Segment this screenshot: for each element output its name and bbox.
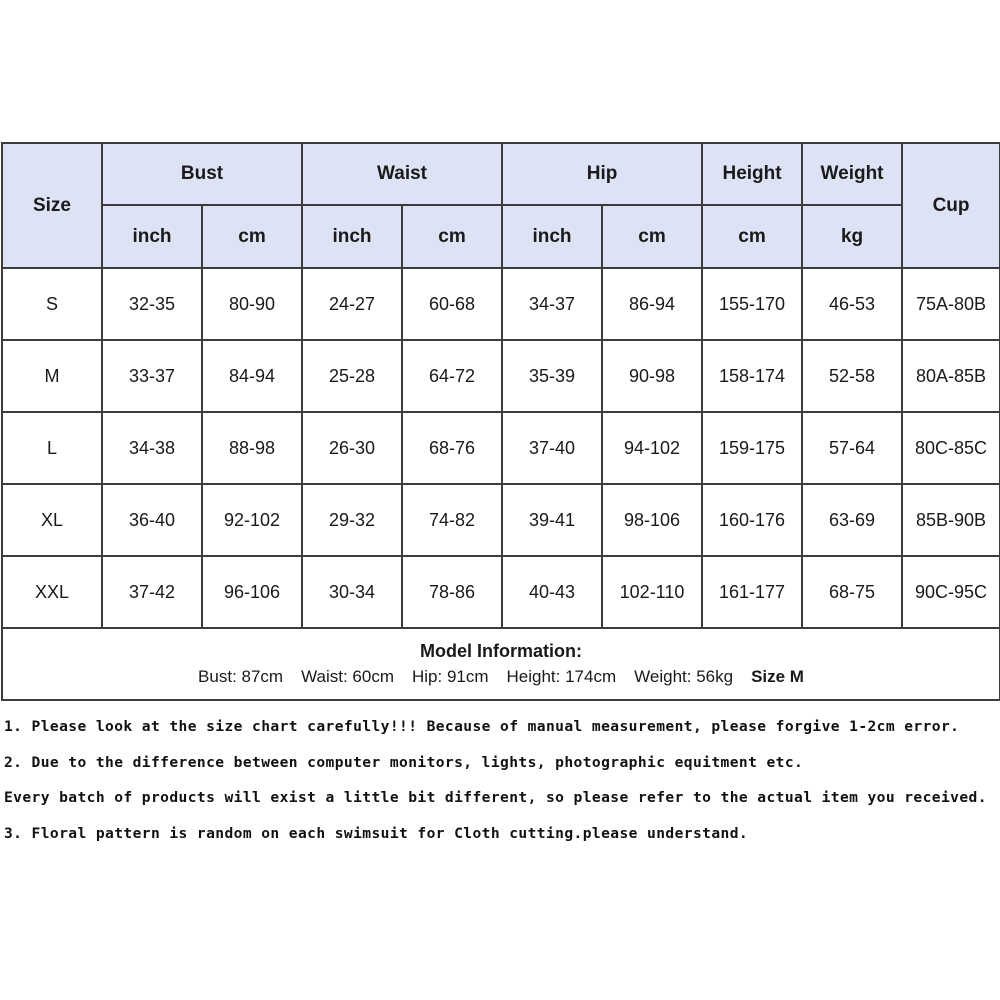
cell-height-cm: 155-170 (702, 268, 802, 340)
unit-waist-cm: cm (402, 205, 502, 268)
cell-bust-inch: 34-38 (102, 412, 202, 484)
model-hip: Hip: 91cm (411, 667, 489, 686)
note-1: 1. Please look at the size chart carefully!!! Because of manual measurement, please forgive 1-2cm error. (4, 718, 960, 735)
cell-size: S (2, 268, 102, 340)
cell-height-cm: 158-174 (702, 340, 802, 412)
table-row (2, 268, 1000, 340)
size-chart-table (1, 142, 1000, 701)
cell-cup: 80C-85C (902, 412, 1000, 484)
cell-weight-kg: 63-69 (802, 484, 902, 556)
cell-cup: 90C-95C (902, 556, 1000, 628)
table-row (2, 556, 1000, 628)
cell-waist-inch: 26-30 (302, 412, 402, 484)
notes-section (4, 712, 998, 854)
cell-bust-cm: 84-94 (202, 340, 302, 412)
model-size: Size M (751, 667, 804, 686)
model-measurements (3, 664, 999, 689)
cell-waist-cm: 78-86 (402, 556, 502, 628)
cell-hip-cm: 90-98 (602, 340, 702, 412)
cell-hip-inch: 35-39 (502, 340, 602, 412)
cell-bust-cm: 88-98 (202, 412, 302, 484)
cell-height-cm: 161-177 (702, 556, 802, 628)
cell-bust-inch: 33-37 (102, 340, 202, 412)
cell-hip-cm: 98-106 (602, 484, 702, 556)
cell-weight-kg: 57-64 (802, 412, 902, 484)
cell-bust-inch: 36-40 (102, 484, 202, 556)
unit-bust-cm: cm (202, 205, 302, 268)
unit-bust-inch: inch (102, 205, 202, 268)
cell-hip-cm: 86-94 (602, 268, 702, 340)
cell-weight-kg: 52-58 (802, 340, 902, 412)
cell-weight-kg: 68-75 (802, 556, 902, 628)
table-row (2, 412, 1000, 484)
cell-cup: 85B-90B (902, 484, 1000, 556)
cell-waist-cm: 64-72 (402, 340, 502, 412)
cell-bust-inch: 37-42 (102, 556, 202, 628)
model-bust: Bust: 87cm (198, 667, 284, 686)
unit-hip-cm: cm (602, 205, 702, 268)
model-height: Height: 174cm (506, 667, 617, 686)
note-2-continued: Every batch of products will exist a little bit different, so please refer to the actual item you received. (4, 789, 987, 806)
model-information (2, 628, 1000, 700)
header-weight: Weight (802, 143, 902, 205)
model-weight: Weight: 56kg (634, 667, 734, 686)
cell-bust-inch: 32-35 (102, 268, 202, 340)
table-row (2, 340, 1000, 412)
header-cup: Cup (902, 143, 1000, 268)
cell-waist-cm: 60-68 (402, 268, 502, 340)
cell-size: M (2, 340, 102, 412)
cell-waist-cm: 68-76 (402, 412, 502, 484)
cell-hip-inch: 37-40 (502, 412, 602, 484)
note-3: 3. Floral pattern is random on each swimsuit for Cloth cutting.please understand. (4, 824, 749, 842)
unit-height-cm: cm (702, 205, 802, 268)
cell-waist-inch: 25-28 (302, 340, 402, 412)
header-size: Size (2, 143, 102, 268)
cell-hip-inch: 40-43 (502, 556, 602, 628)
cell-weight-kg: 46-53 (802, 268, 902, 340)
header-height: Height (702, 143, 802, 205)
cell-cup: 80A-85B (902, 340, 1000, 412)
cell-height-cm: 160-176 (702, 484, 802, 556)
header-hip: Hip (502, 143, 702, 205)
cell-bust-cm: 92-102 (202, 484, 302, 556)
cell-hip-inch: 34-37 (502, 268, 602, 340)
cell-waist-inch: 24-27 (302, 268, 402, 340)
header-waist: Waist (302, 143, 502, 205)
cell-bust-cm: 96-106 (202, 556, 302, 628)
cell-height-cm: 159-175 (702, 412, 802, 484)
unit-hip-inch: inch (502, 205, 602, 268)
model-waist: Waist: 60cm (301, 667, 394, 686)
cell-hip-inch: 39-41 (502, 484, 602, 556)
cell-size: XL (2, 484, 102, 556)
unit-weight-kg: kg (802, 205, 902, 268)
cell-hip-cm: 94-102 (602, 412, 702, 484)
cell-size: L (2, 412, 102, 484)
cell-cup: 75A-80B (902, 268, 1000, 340)
note-2: 2. Due to the difference between computer monitors, lights, photographic equitment etc. (4, 753, 804, 771)
model-information-title: Model Information: (420, 641, 582, 661)
unit-waist-inch: inch (302, 205, 402, 268)
cell-bust-cm: 80-90 (202, 268, 302, 340)
header-bust: Bust (102, 143, 302, 205)
cell-hip-cm: 102-110 (602, 556, 702, 628)
cell-size: XXL (2, 556, 102, 628)
table-row (2, 484, 1000, 556)
cell-waist-cm: 74-82 (402, 484, 502, 556)
cell-waist-inch: 30-34 (302, 556, 402, 628)
cell-waist-inch: 29-32 (302, 484, 402, 556)
